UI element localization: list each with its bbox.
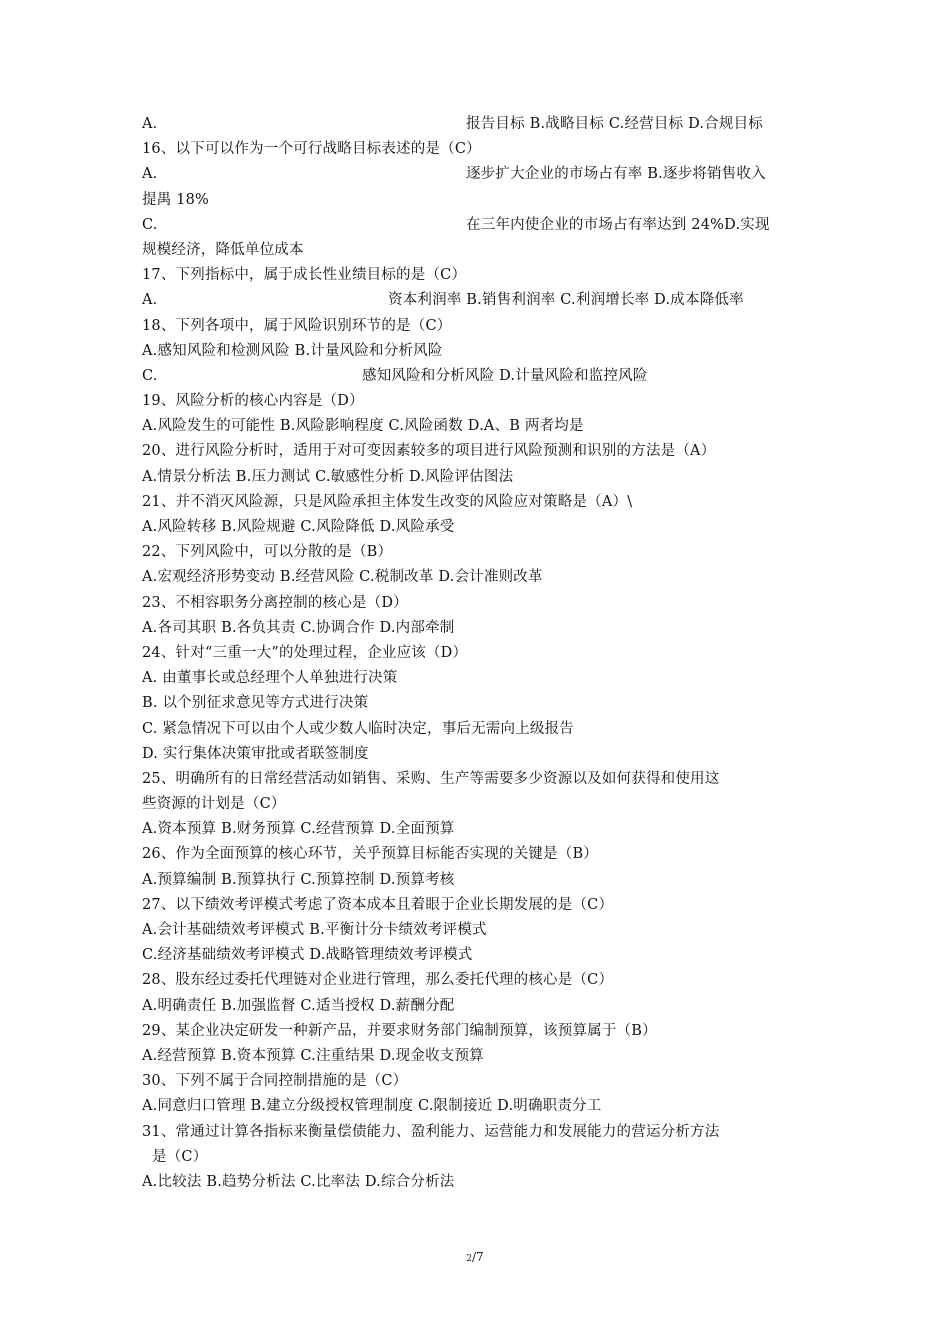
page-current: 2	[466, 1254, 473, 1264]
option-line	[142, 288, 810, 313]
question-22: 22、下列风险中，可以分散的是（B）	[142, 544, 393, 561]
option-line: A.会计基础绩效考评模式 B.平衡计分卡绩效考评模式	[142, 922, 487, 938]
option-continuation: 提禺 18%	[142, 191, 210, 208]
option-line: A.经营预算 B.资本预算 C.注重结果 D.现金收支预算	[142, 1047, 484, 1064]
option-line: A.资本预算 B.财务预算 C.经营预算 D.全面预算	[142, 821, 455, 838]
question-28: 28、股东经过委托代理链对企业进行管理，那么委托代理的核心是（C）	[142, 972, 614, 989]
option-letter: A.	[142, 116, 158, 132]
question-16: 16、以下可以作为一个可行战略目标表述的是（C）	[142, 141, 481, 158]
option-line: A.情景分析法 B.压力测试 C.敏感性分析 D.风险评估图法	[142, 468, 514, 485]
option-text: 资本利润率 B.销售利润率 C.利润增长率 D.成本降低率	[388, 292, 744, 309]
option-letter: C.	[142, 367, 158, 384]
option-line: A.宏观经济形势变动 B.经营风险 C.税制改革 D.会计准则改革	[142, 569, 543, 586]
option-line	[142, 162, 810, 187]
option-text: 感知风险和分析风险 D.计量风险和监控风险	[362, 367, 648, 384]
option-line: A.预算编制 B.预算执行 C.预算控制 D.预算考核	[142, 871, 455, 888]
option-letter: A.	[142, 166, 158, 183]
question-18: 18、下列各项中，属于风险识别环节的是（C）	[142, 317, 452, 334]
option-line: A.感知风险和检测风险 B.计量风险和分析风险	[142, 342, 443, 359]
option-line: A.各司其职 B.各负其责 C.协调合作 D.内部牵制	[142, 619, 455, 636]
option-line: B. 以个别征求意见等方式进行决策	[142, 695, 369, 712]
option-text: 在三年内使企业的市场占有率达到 24%D.实现	[466, 216, 770, 233]
question-23: 23、不相容职务分离控制的核心是（D）	[142, 594, 408, 611]
option-line: A. 由董事长或总经理个人单独进行决策	[142, 670, 398, 687]
option-line: A.风险转移 B.风险规避 C.风险降低 D.风险承受	[142, 519, 455, 535]
option-line	[142, 112, 810, 137]
question-25: 25、明确所有的日常经营活动如销售、采购、生产等需要多少资源以及如何获得和使用这	[142, 770, 720, 787]
option-line: C.经济基础绩效考评模式 D.战略管理绩效考评模式	[142, 947, 473, 964]
question-24: 24、针对“三重一大”的处理过程，企业应该（D）	[142, 644, 468, 661]
question-21: 21、并不消灭风险源，只是风险承担主体发生改变的风险应对策略是（A）\	[142, 493, 633, 510]
question-26: 26、作为全面预算的核心环节，关乎预算目标能否实现的关键是（B）	[142, 846, 599, 863]
option-letter: C.	[142, 216, 158, 233]
question-17: 17、下列指标中，属于成长性业绩目标的是（C）	[142, 267, 467, 284]
question-27: 27、以下绩效考评模式考虑了资本成本且着眼于企业长期发展的是（C）	[142, 896, 614, 913]
option-continuation: 规模经济，降低单位成本	[142, 241, 304, 258]
question-continuation: 些资源的计划是（C）	[142, 796, 286, 813]
question-31: 31、常通过计算各指标来衡量偿债能力、盈利能力、运营能力和发展能力的营运分析方法	[142, 1123, 720, 1140]
option-line: A.明确责任 B.加强监督 C.适当授权 D.薪酬分配	[142, 997, 455, 1014]
option-line: C. 紧急情况下可以由个人或少数人临时决定，事后无需向上级报告	[142, 720, 574, 737]
question-20: 20、进行风险分析时，适用于对可变因素较多的项目进行风险预测和识别的方法是（A）	[142, 443, 716, 460]
option-letter: A.	[142, 292, 158, 309]
option-line: A.同意归口管理 B.建立分级授权管理制度 C.限制接近 D.明确职责分工	[142, 1098, 602, 1115]
question-continuation: 是（C）	[152, 1148, 208, 1165]
option-line: A.风险发生的可能性 B.风险影响程度 C.风险函数 D.A、B 两者均是	[142, 418, 584, 435]
question-29: 29、某企业决定研发一种新产品，并要求财务部门编制预算，该预算属于（B）	[142, 1022, 657, 1039]
option-line	[142, 213, 810, 238]
page-number	[0, 1250, 950, 1264]
option-text: 报告目标 B.战略目标 C.经营目标 D.合规目标	[466, 116, 763, 132]
option-line: A.比较法 B.趋势分析法 C.比率法 D.综合分析法	[142, 1173, 455, 1190]
question-list	[142, 112, 810, 1195]
question-30: 30、下列不属于合同控制措施的是（C）	[142, 1073, 408, 1090]
question-19: 19、风险分析的核心内容是（D）	[142, 393, 364, 410]
option-text: 逐步扩大企业的市场占有率 B.逐步将销售收入	[466, 166, 766, 183]
option-line	[142, 364, 810, 389]
page-total: /7	[472, 1250, 484, 1264]
option-line: D. 实行集体决策审批或者联签制度	[142, 745, 369, 762]
